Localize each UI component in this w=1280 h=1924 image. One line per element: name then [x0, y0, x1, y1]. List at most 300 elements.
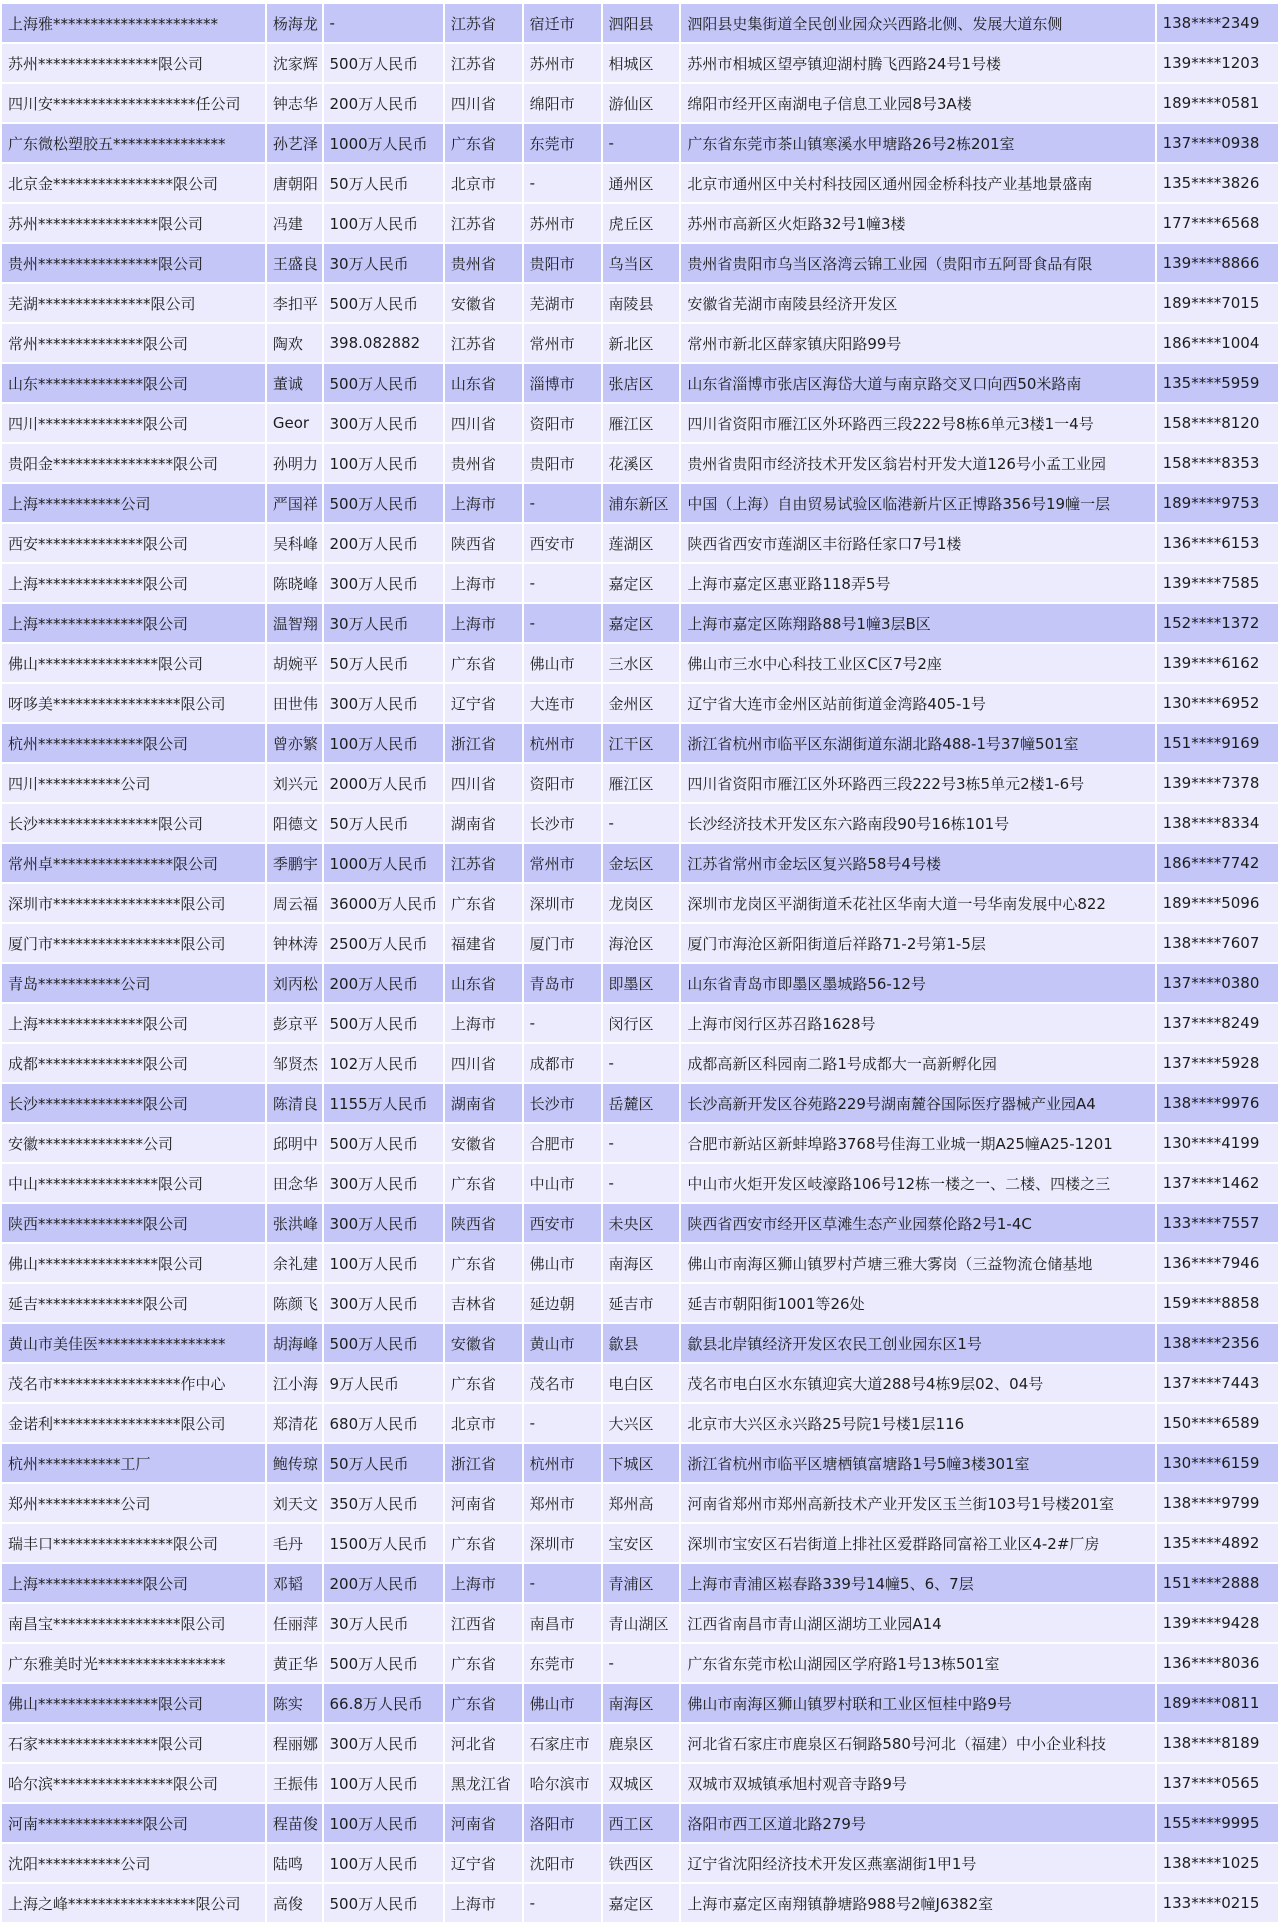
- company-name-cell: 常州**************限公司: [2, 324, 265, 362]
- registered-capital-cell: 1500万人民币: [324, 1524, 443, 1562]
- province-cell: 湖南省: [445, 1084, 522, 1122]
- province-cell: 广东省: [445, 644, 522, 682]
- city-cell: 佛山市: [524, 644, 601, 682]
- city-cell: 淄博市: [524, 364, 601, 402]
- company-name-cell: 广东微松塑胶五***************: [2, 124, 265, 162]
- registered-capital-cell: 300万人民币: [324, 684, 443, 722]
- table-row: [2, 564, 1278, 602]
- district-cell: 通州区: [603, 164, 680, 202]
- city-cell: -: [524, 564, 601, 602]
- phone-cell: 152****1372: [1157, 604, 1278, 642]
- province-cell: 贵州省: [445, 444, 522, 482]
- company-name-cell: 常州卓****************限公司: [2, 844, 265, 882]
- contact-name-cell: 郑清花: [267, 1404, 322, 1442]
- district-cell: 嘉定区: [603, 564, 680, 602]
- district-cell: 鹿泉区: [603, 1724, 680, 1762]
- address-cell: 长沙高新开发区谷苑路229号湖南麓谷国际医疗器械产业园A4: [681, 1084, 1154, 1122]
- registered-capital-cell: 100万人民币: [324, 204, 443, 242]
- table-row: [2, 244, 1278, 282]
- phone-cell: 151****9169: [1157, 724, 1278, 762]
- table-row: [2, 724, 1278, 762]
- registered-capital-cell: 300万人民币: [324, 564, 443, 602]
- contact-name-cell: 陈颜飞: [267, 1284, 322, 1322]
- address-cell: 合肥市新站区新蚌埠路3768号佳海工业城一期A25幢A25-1201: [681, 1124, 1154, 1162]
- address-cell: 广东省东莞市茶山镇寒溪水甲塘路26号2栋201室: [681, 124, 1154, 162]
- district-cell: 新北区: [603, 324, 680, 362]
- city-cell: -: [524, 484, 601, 522]
- table-row: [2, 884, 1278, 922]
- province-cell: 北京市: [445, 1404, 522, 1442]
- city-cell: 哈尔滨市: [524, 1764, 601, 1802]
- company-name-cell: 黄山市美佳医*****************: [2, 1324, 265, 1362]
- registered-capital-cell: 300万人民币: [324, 1724, 443, 1762]
- registered-capital-cell: 50万人民币: [324, 1444, 443, 1482]
- contact-name-cell: 鲍传琼: [267, 1444, 322, 1482]
- district-cell: 虎丘区: [603, 204, 680, 242]
- province-cell: 福建省: [445, 924, 522, 962]
- contact-name-cell: 刘天文: [267, 1484, 322, 1522]
- district-cell: 雁江区: [603, 404, 680, 442]
- company-name-cell: 上海***********公司: [2, 484, 265, 522]
- contact-name-cell: 李扣平: [267, 284, 322, 322]
- address-cell: 上海市青浦区崧春路339号14幢5、6、7层: [681, 1564, 1154, 1602]
- city-cell: 东莞市: [524, 1644, 601, 1682]
- address-cell: 浙江省杭州市临平区塘栖镇富塘路1号5幢3楼301室: [681, 1444, 1154, 1482]
- registered-capital-cell: 200万人民币: [324, 964, 443, 1002]
- table-row: [2, 404, 1278, 442]
- district-cell: 即墨区: [603, 964, 680, 1002]
- table-row: [2, 924, 1278, 962]
- phone-cell: 139****1203: [1157, 44, 1278, 82]
- city-cell: 延边朝: [524, 1284, 601, 1322]
- address-cell: 四川省资阳市雁江区外环路西三段222号3栋5单元2楼1-6号: [681, 764, 1154, 802]
- table-row: [2, 1884, 1278, 1922]
- phone-cell: 158****8353: [1157, 444, 1278, 482]
- phone-cell: 158****8120: [1157, 404, 1278, 442]
- table-row: [2, 1644, 1278, 1682]
- phone-cell: 138****8189: [1157, 1724, 1278, 1762]
- table-row: [2, 1284, 1278, 1322]
- phone-cell: 189****7015: [1157, 284, 1278, 322]
- address-cell: 四川省资阳市雁江区外环路西三段222号8栋6单元3楼1一4号: [681, 404, 1154, 442]
- table-row: [2, 444, 1278, 482]
- contact-name-cell: 陈清良: [267, 1084, 322, 1122]
- district-cell: 未央区: [603, 1204, 680, 1242]
- company-name-cell: 苏州****************限公司: [2, 204, 265, 242]
- table-row: [2, 4, 1278, 42]
- registered-capital-cell: 300万人民币: [324, 1164, 443, 1202]
- address-cell: 贵州省贵阳市经济技术开发区翁岩村开发大道126号小孟工业园: [681, 444, 1154, 482]
- table-row: [2, 1044, 1278, 1082]
- company-name-cell: 上海雅**********************: [2, 4, 265, 42]
- city-cell: 长沙市: [524, 804, 601, 842]
- registered-capital-cell: 300万人民币: [324, 404, 443, 442]
- city-cell: 绵阳市: [524, 84, 601, 122]
- company-name-cell: 安徽**************公司: [2, 1124, 265, 1162]
- contact-name-cell: 胡海峰: [267, 1324, 322, 1362]
- phone-cell: 159****8858: [1157, 1284, 1278, 1322]
- table-row: [2, 484, 1278, 522]
- company-name-cell: 沈阳***********公司: [2, 1844, 265, 1882]
- contact-name-cell: 彭京平: [267, 1004, 322, 1042]
- company-name-cell: 上海**************限公司: [2, 1004, 265, 1042]
- phone-cell: 137****0380: [1157, 964, 1278, 1002]
- address-cell: 苏州市高新区火炬路32号1幢3楼: [681, 204, 1154, 242]
- table-row: [2, 1564, 1278, 1602]
- address-cell: 厦门市海沧区新阳街道后祥路71-2号第1-5层: [681, 924, 1154, 962]
- district-cell: 浦东新区: [603, 484, 680, 522]
- registered-capital-cell: 1000万人民币: [324, 844, 443, 882]
- address-cell: 山东省淄博市张店区海岱大道与南京路交叉口向西50米路南: [681, 364, 1154, 402]
- district-cell: 海沧区: [603, 924, 680, 962]
- city-cell: 石家庄市: [524, 1724, 601, 1762]
- city-cell: -: [524, 604, 601, 642]
- city-cell: 佛山市: [524, 1684, 601, 1722]
- phone-cell: 177****6568: [1157, 204, 1278, 242]
- address-cell: 苏州市相城区望亭镇迎湖村腾飞西路24号1号楼: [681, 44, 1154, 82]
- district-cell: 宝安区: [603, 1524, 680, 1562]
- province-cell: 上海市: [445, 564, 522, 602]
- phone-cell: 137****0938: [1157, 124, 1278, 162]
- contact-name-cell: 余礼建: [267, 1244, 322, 1282]
- city-cell: 资阳市: [524, 404, 601, 442]
- district-cell: -: [603, 1044, 680, 1082]
- contact-name-cell: 严国祥: [267, 484, 322, 522]
- table-row: [2, 1444, 1278, 1482]
- city-cell: 茂名市: [524, 1364, 601, 1402]
- company-name-cell: 上海之峰*****************限公司: [2, 1884, 265, 1922]
- address-cell: 安徽省芜湖市南陵县经济开发区: [681, 284, 1154, 322]
- address-cell: 佛山市三水中心科技工业区C区7号2座: [681, 644, 1154, 682]
- city-cell: 青岛市: [524, 964, 601, 1002]
- contact-name-cell: 季鹏宇: [267, 844, 322, 882]
- registered-capital-cell: 200万人民币: [324, 84, 443, 122]
- district-cell: 延吉市: [603, 1284, 680, 1322]
- district-cell: 南海区: [603, 1244, 680, 1282]
- province-cell: 浙江省: [445, 724, 522, 762]
- province-cell: 广东省: [445, 1244, 522, 1282]
- province-cell: 广东省: [445, 884, 522, 922]
- province-cell: 江苏省: [445, 204, 522, 242]
- address-cell: 延吉市朝阳街1001等26处: [681, 1284, 1154, 1322]
- phone-cell: 130****4199: [1157, 1124, 1278, 1162]
- city-cell: 郑州市: [524, 1484, 601, 1522]
- contact-name-cell: 阳德文: [267, 804, 322, 842]
- province-cell: 广东省: [445, 1524, 522, 1562]
- registered-capital-cell: 398.082882: [324, 324, 443, 362]
- phone-cell: 135****3826: [1157, 164, 1278, 202]
- contact-name-cell: 毛丹: [267, 1524, 322, 1562]
- province-cell: 广东省: [445, 1364, 522, 1402]
- district-cell: 龙岗区: [603, 884, 680, 922]
- city-cell: 黄山市: [524, 1324, 601, 1362]
- phone-cell: 133****0215: [1157, 1884, 1278, 1922]
- district-cell: 莲湖区: [603, 524, 680, 562]
- city-cell: 长沙市: [524, 1084, 601, 1122]
- province-cell: 四川省: [445, 84, 522, 122]
- district-cell: 江干区: [603, 724, 680, 762]
- district-cell: 大兴区: [603, 1404, 680, 1442]
- registered-capital-cell: 2000万人民币: [324, 764, 443, 802]
- phone-cell: 138****2349: [1157, 4, 1278, 42]
- city-cell: 常州市: [524, 324, 601, 362]
- phone-cell: 150****6589: [1157, 1404, 1278, 1442]
- contact-name-cell: 钟林涛: [267, 924, 322, 962]
- address-cell: 绵阳市经开区南湖电子信息工业园8号3A楼: [681, 84, 1154, 122]
- contact-name-cell: 吴科峰: [267, 524, 322, 562]
- city-cell: -: [524, 1884, 601, 1922]
- address-cell: 茂名市电白区水东镇迎宾大道288号4栋9层02、04号: [681, 1364, 1154, 1402]
- registered-capital-cell: 30万人民币: [324, 1604, 443, 1642]
- province-cell: 河南省: [445, 1484, 522, 1522]
- table-row: [2, 84, 1278, 122]
- district-cell: 南海区: [603, 1684, 680, 1722]
- province-cell: 四川省: [445, 764, 522, 802]
- phone-cell: 138****2356: [1157, 1324, 1278, 1362]
- registered-capital-cell: 500万人民币: [324, 284, 443, 322]
- phone-cell: 138****9976: [1157, 1084, 1278, 1122]
- registered-capital-cell: 300万人民币: [324, 1284, 443, 1322]
- contact-name-cell: 程苗俊: [267, 1804, 322, 1842]
- company-name-cell: 佛山****************限公司: [2, 1684, 265, 1722]
- district-cell: 青浦区: [603, 1564, 680, 1602]
- table-row: [2, 364, 1278, 402]
- province-cell: 安徽省: [445, 1124, 522, 1162]
- registered-capital-cell: 30万人民币: [324, 244, 443, 282]
- company-name-cell: 河南**************限公司: [2, 1804, 265, 1842]
- contact-name-cell: 杨海龙: [267, 4, 322, 42]
- district-cell: 三水区: [603, 644, 680, 682]
- contact-name-cell: 王盛良: [267, 244, 322, 282]
- contact-name-cell: 温智翔: [267, 604, 322, 642]
- company-name-cell: 山东**************限公司: [2, 364, 265, 402]
- registered-capital-cell: 500万人民币: [324, 1644, 443, 1682]
- city-cell: -: [524, 1564, 601, 1602]
- table-row: [2, 964, 1278, 1002]
- registered-capital-cell: 50万人民币: [324, 644, 443, 682]
- address-cell: 上海市嘉定区陈翔路88号1幢3层B区: [681, 604, 1154, 642]
- district-cell: -: [603, 1124, 680, 1162]
- registered-capital-cell: 30万人民币: [324, 604, 443, 642]
- city-cell: 洛阳市: [524, 1804, 601, 1842]
- contact-name-cell: 陈晓峰: [267, 564, 322, 602]
- company-name-cell: 北京金****************限公司: [2, 164, 265, 202]
- phone-cell: 139****6162: [1157, 644, 1278, 682]
- address-cell: 成都高新区科园南二路1号成都大一高新孵化园: [681, 1044, 1154, 1082]
- province-cell: 广东省: [445, 1684, 522, 1722]
- company-name-cell: 杭州***********工厂: [2, 1444, 265, 1482]
- phone-cell: 138****1025: [1157, 1844, 1278, 1882]
- contact-name-cell: 任丽萍: [267, 1604, 322, 1642]
- company-name-cell: 呀哆美*****************限公司: [2, 684, 265, 722]
- city-cell: 佛山市: [524, 1244, 601, 1282]
- city-cell: 中山市: [524, 1164, 601, 1202]
- province-cell: 上海市: [445, 484, 522, 522]
- city-cell: -: [524, 1404, 601, 1442]
- phone-cell: 189****9753: [1157, 484, 1278, 522]
- table-row: [2, 1084, 1278, 1122]
- address-cell: 中山市火炬开发区岐濠路106号12栋一楼之一、二楼、四楼之三: [681, 1164, 1154, 1202]
- table-row: [2, 1204, 1278, 1242]
- company-name-cell: 厦门市*****************限公司: [2, 924, 265, 962]
- province-cell: 辽宁省: [445, 1844, 522, 1882]
- address-cell: 泗阳县史集街道全民创业园众兴西路北侧、发展大道东侧: [681, 4, 1154, 42]
- address-cell: 江苏省常州市金坛区复兴路58号4号楼: [681, 844, 1154, 882]
- phone-cell: 138****8334: [1157, 804, 1278, 842]
- address-cell: 浙江省杭州市临平区东湖街道东湖北路488-1号37幢501室: [681, 724, 1154, 762]
- table-row: [2, 524, 1278, 562]
- company-name-cell: 哈尔滨****************限公司: [2, 1764, 265, 1802]
- city-cell: 芜湖市: [524, 284, 601, 322]
- registered-capital-cell: 1155万人民币: [324, 1084, 443, 1122]
- company-name-cell: 四川安*******************任公司: [2, 84, 265, 122]
- city-cell: 深圳市: [524, 884, 601, 922]
- contact-name-cell: Geor: [267, 404, 322, 442]
- province-cell: 上海市: [445, 1004, 522, 1042]
- company-name-cell: 四川**************限公司: [2, 404, 265, 442]
- address-cell: 歙县北岸镇经济开发区农民工创业园东区1号: [681, 1324, 1154, 1362]
- address-cell: 佛山市南海区狮山镇罗村联和工业区恒桂中路9号: [681, 1684, 1154, 1722]
- address-cell: 辽宁省沈阳经济技术开发区燕塞湖街1甲1号: [681, 1844, 1154, 1882]
- province-cell: 山东省: [445, 964, 522, 1002]
- address-cell: 长沙经济技术开发区东六路南段90号16栋101号: [681, 804, 1154, 842]
- district-cell: 闵行区: [603, 1004, 680, 1042]
- table-row: [2, 1844, 1278, 1882]
- city-cell: -: [524, 164, 601, 202]
- address-cell: 上海市嘉定区惠亚路118弄5号: [681, 564, 1154, 602]
- registered-capital-cell: 300万人民币: [324, 1204, 443, 1242]
- district-cell: -: [603, 1644, 680, 1682]
- table-row: [2, 1124, 1278, 1162]
- company-name-cell: 长沙****************限公司: [2, 804, 265, 842]
- table-row: [2, 164, 1278, 202]
- province-cell: 吉林省: [445, 1284, 522, 1322]
- province-cell: 山东省: [445, 364, 522, 402]
- contact-name-cell: 张洪峰: [267, 1204, 322, 1242]
- phone-cell: 186****1004: [1157, 324, 1278, 362]
- registered-capital-cell: 500万人民币: [324, 1004, 443, 1042]
- table-row: [2, 684, 1278, 722]
- phone-cell: 138****7607: [1157, 924, 1278, 962]
- contact-name-cell: 田世伟: [267, 684, 322, 722]
- contact-name-cell: 陶欢: [267, 324, 322, 362]
- city-cell: 贵阳市: [524, 244, 601, 282]
- address-cell: 上海市嘉定区南翔镇静塘路988号2幢J6382室: [681, 1884, 1154, 1922]
- province-cell: 陕西省: [445, 1204, 522, 1242]
- table-row: [2, 1364, 1278, 1402]
- company-name-cell: 西安**************限公司: [2, 524, 265, 562]
- address-cell: 北京市通州区中关村科技园区通州园金桥科技产业基地景盛南: [681, 164, 1154, 202]
- phone-cell: 139****8866: [1157, 244, 1278, 282]
- phone-cell: 133****7557: [1157, 1204, 1278, 1242]
- contact-name-cell: 周云福: [267, 884, 322, 922]
- table-row: [2, 1164, 1278, 1202]
- company-name-cell: 贵州****************限公司: [2, 244, 265, 282]
- contact-name-cell: 邱明中: [267, 1124, 322, 1162]
- company-name-cell: 上海**************限公司: [2, 1564, 265, 1602]
- province-cell: 上海市: [445, 1564, 522, 1602]
- registered-capital-cell: 500万人民币: [324, 364, 443, 402]
- district-cell: 泗阳县: [603, 4, 680, 42]
- city-cell: 成都市: [524, 1044, 601, 1082]
- district-cell: 郑州高: [603, 1484, 680, 1522]
- district-cell: 嘉定区: [603, 1884, 680, 1922]
- company-name-cell: 贵阳金****************限公司: [2, 444, 265, 482]
- province-cell: 上海市: [445, 1884, 522, 1922]
- registered-capital-cell: 50万人民币: [324, 164, 443, 202]
- company-name-cell: 中山****************限公司: [2, 1164, 265, 1202]
- phone-cell: 137****7443: [1157, 1364, 1278, 1402]
- district-cell: 双城区: [603, 1764, 680, 1802]
- company-name-cell: 南昌宝*****************限公司: [2, 1604, 265, 1642]
- table-row: [2, 204, 1278, 242]
- registered-capital-cell: 500万人民币: [324, 44, 443, 82]
- province-cell: 江苏省: [445, 4, 522, 42]
- registered-capital-cell: 200万人民币: [324, 1564, 443, 1602]
- province-cell: 江苏省: [445, 844, 522, 882]
- phone-cell: 135****4892: [1157, 1524, 1278, 1562]
- registered-capital-cell: 66.8万人民币: [324, 1684, 443, 1722]
- table-row: [2, 284, 1278, 322]
- contact-name-cell: 邓韬: [267, 1564, 322, 1602]
- province-cell: 四川省: [445, 1044, 522, 1082]
- registered-capital-cell: 500万人民币: [324, 1324, 443, 1362]
- table-row: [2, 1764, 1278, 1802]
- district-cell: 西工区: [603, 1804, 680, 1842]
- province-cell: 四川省: [445, 404, 522, 442]
- company-name-cell: 杭州**************限公司: [2, 724, 265, 762]
- company-name-cell: 郑州***********公司: [2, 1484, 265, 1522]
- contact-name-cell: 唐朝阳: [267, 164, 322, 202]
- phone-cell: 137****0565: [1157, 1764, 1278, 1802]
- contact-name-cell: 高俊: [267, 1884, 322, 1922]
- address-cell: 深圳市龙岗区平湖街道禾花社区华南大道一号华南发展中心822: [681, 884, 1154, 922]
- district-cell: 青山湖区: [603, 1604, 680, 1642]
- address-cell: 河北省石家庄市鹿泉区石铜路580号河北（福建）中小企业科技: [681, 1724, 1154, 1762]
- company-name-cell: 佛山****************限公司: [2, 644, 265, 682]
- contact-name-cell: 董诚: [267, 364, 322, 402]
- address-cell: 辽宁省大连市金州区站前街道金湾路405-1号: [681, 684, 1154, 722]
- contact-name-cell: 陈实: [267, 1684, 322, 1722]
- province-cell: 北京市: [445, 164, 522, 202]
- district-cell: 歙县: [603, 1324, 680, 1362]
- address-cell: 常州市新北区薛家镇庆阳路99号: [681, 324, 1154, 362]
- company-name-cell: 茂名市*****************作中心: [2, 1364, 265, 1402]
- phone-cell: 137****5928: [1157, 1044, 1278, 1082]
- company-name-cell: 深圳市*****************限公司: [2, 884, 265, 922]
- company-name-cell: 青岛***********公司: [2, 964, 265, 1002]
- province-cell: 辽宁省: [445, 684, 522, 722]
- company-name-cell: 石家****************限公司: [2, 1724, 265, 1762]
- city-cell: 贵阳市: [524, 444, 601, 482]
- registered-capital-cell: 36000万人民币: [324, 884, 443, 922]
- address-cell: 山东省青岛市即墨区墨城路56-12号: [681, 964, 1154, 1002]
- province-cell: 广东省: [445, 124, 522, 162]
- registered-capital-cell: 500万人民币: [324, 1124, 443, 1162]
- company-name-cell: 广东雅美时光*****************: [2, 1644, 265, 1682]
- city-cell: 合肥市: [524, 1124, 601, 1162]
- district-cell: 铁西区: [603, 1844, 680, 1882]
- province-cell: 湖南省: [445, 804, 522, 842]
- phone-cell: 155****9995: [1157, 1804, 1278, 1842]
- contact-name-cell: 田念华: [267, 1164, 322, 1202]
- phone-cell: 189****0581: [1157, 84, 1278, 122]
- table-row: [2, 644, 1278, 682]
- phone-cell: 135****5959: [1157, 364, 1278, 402]
- city-cell: 南昌市: [524, 1604, 601, 1642]
- city-cell: -: [524, 1004, 601, 1042]
- district-cell: -: [603, 1164, 680, 1202]
